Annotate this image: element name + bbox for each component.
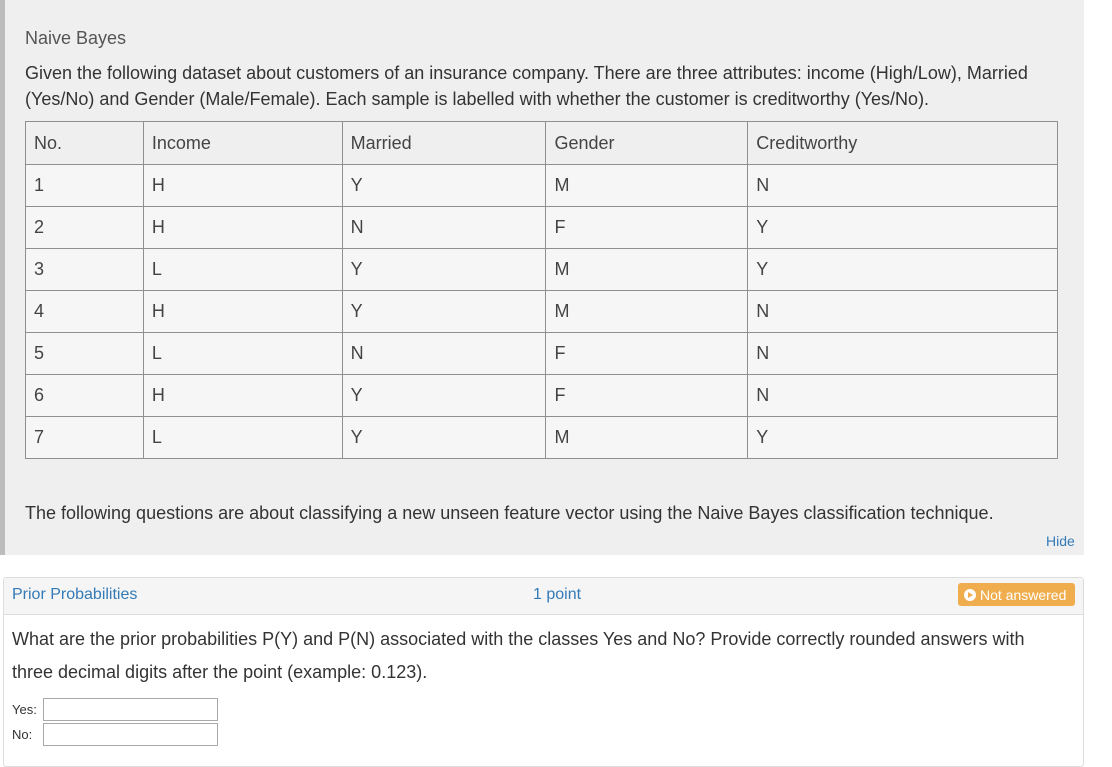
question-text: What are the prior probabilities P(Y) and P(N) associated with the classes Yes and No? Provide correctly rounded answers with three decimal digits after the point (example: 0.123). — [12, 629, 1025, 682]
table-cell: F — [546, 207, 748, 249]
column-header-creditworthy: Creditworthy — [748, 122, 1058, 165]
table-cell: M — [546, 291, 748, 333]
question-title: Prior Probabilities — [12, 586, 138, 603]
column-header-gender: Gender — [546, 122, 748, 165]
dataset-table — [25, 121, 1058, 459]
table-cell: M — [546, 165, 748, 207]
table-row — [26, 333, 1058, 375]
table-cell: Y — [748, 207, 1058, 249]
status-badge-label: Not answered — [980, 586, 1067, 603]
column-header-income: Income — [143, 122, 342, 165]
table-cell: Y — [748, 417, 1058, 459]
table-cell: Y — [748, 249, 1058, 291]
table-cell: 3 — [26, 249, 144, 291]
table-cell: N — [748, 165, 1058, 207]
table-cell: M — [546, 417, 748, 459]
column-header-no: No. — [26, 122, 144, 165]
context-title: Naive Bayes — [25, 28, 127, 48]
table-cell: 2 — [26, 207, 144, 249]
answer-input-yes[interactable] — [43, 698, 218, 721]
table-cell: H — [143, 375, 342, 417]
answer-label-yes: Yes: — [12, 702, 37, 717]
table-cell: Y — [342, 417, 546, 459]
context-description: Given the following dataset about customers of an insurance company. There are three attributes: income (High/Low), Married (Yes/No) and Gender (Male/Female). Each sample is labelled with whether the customer is creditworthy (Yes/No). — [25, 63, 1028, 109]
table-row — [26, 417, 1058, 459]
table-header-row — [26, 122, 1058, 165]
table-cell: Y — [342, 291, 546, 333]
table-cell: H — [143, 291, 342, 333]
question-header — [4, 578, 1083, 615]
table-cell: M — [546, 249, 748, 291]
table-row — [26, 375, 1058, 417]
answer-label-no: No: — [12, 727, 33, 742]
table-cell: N — [748, 291, 1058, 333]
column-header-married: Married — [342, 122, 546, 165]
table-cell: 1 — [26, 165, 144, 207]
table-cell: Y — [342, 249, 546, 291]
table-cell: L — [143, 333, 342, 375]
table-cell: 6 — [26, 375, 144, 417]
table-cell: 7 — [26, 417, 144, 459]
table-cell: F — [546, 375, 748, 417]
table-row — [26, 291, 1058, 333]
table-row — [26, 165, 1058, 207]
table-cell: H — [143, 165, 342, 207]
table-cell: N — [342, 333, 546, 375]
table-cell: L — [143, 249, 342, 291]
table-row — [26, 207, 1058, 249]
question-panel — [3, 577, 1084, 767]
table-row — [26, 249, 1058, 291]
table-cell: 5 — [26, 333, 144, 375]
status-badge — [958, 583, 1075, 606]
table-cell: F — [546, 333, 748, 375]
table-cell: Y — [342, 165, 546, 207]
table-cell: N — [748, 333, 1058, 375]
context-footer-text: The following questions are about classifying a new unseen feature vector using the Naive Bayes classification technique. — [25, 503, 994, 523]
question-points: 1 point — [533, 586, 582, 603]
table-cell: Y — [342, 375, 546, 417]
play-circle-icon — [964, 589, 976, 601]
answer-input-no[interactable] — [43, 723, 218, 746]
table-cell: H — [143, 207, 342, 249]
table-cell: L — [143, 417, 342, 459]
table-cell: N — [342, 207, 546, 249]
table-cell: N — [748, 375, 1058, 417]
table-cell: 4 — [26, 291, 144, 333]
hide-link[interactable]: Hide — [1046, 533, 1075, 549]
